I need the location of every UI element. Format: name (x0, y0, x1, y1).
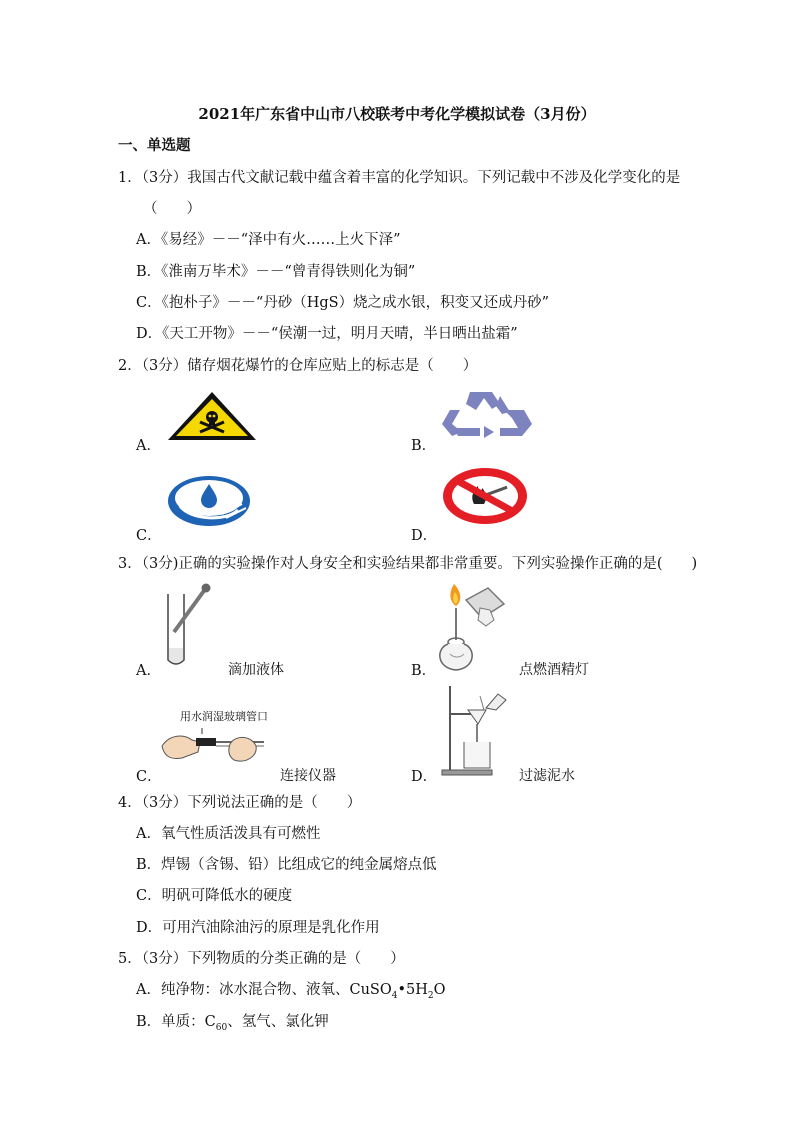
q5-option-b-text: B．单质：C (136, 1014, 216, 1030)
q5-option-a-suffix: O (433, 982, 446, 998)
water-saving-icon[interactable] (166, 474, 252, 528)
q5-option-a-sub2: 2 (427, 990, 434, 1001)
q5-option-a-mid: •5H (397, 982, 428, 998)
section-heading: 一、单选题 (118, 137, 191, 154)
q2-option-d-label[interactable]: D． (411, 528, 438, 544)
q3-caption-d: 过滤泥水 (519, 768, 575, 784)
q4-option-d[interactable]: D．可用汽油除油污的原理是乳化作用 (136, 920, 380, 936)
q1-option-a[interactable]: A．《易经》－－“泽中有火……上火下泽” (136, 232, 401, 248)
q4-option-a[interactable]: A．氧气性质活泼具有可燃性 (136, 826, 321, 842)
q1-option-d[interactable]: D．《天工开物》－－“侯潮一过，明月天晴，半日晒出盐霜” (136, 326, 518, 342)
q5-option-b-suffix: 、氢气、氯化钾 (227, 1014, 329, 1030)
q5-option-b-sub: 60 (215, 1022, 228, 1033)
toxic-warning-icon[interactable] (166, 390, 258, 442)
test-tube-dropper-icon[interactable] (162, 582, 212, 670)
q5-option-a-text: A．纯净物：冰水混合物、液氧、CuSO (136, 982, 392, 998)
q3-caption-a: 滴加液体 (228, 662, 284, 678)
q2-option-c-label[interactable]: C． (136, 528, 162, 544)
no-fire-icon[interactable] (440, 466, 530, 526)
alcohol-lamp-icon[interactable] (432, 580, 512, 674)
connect-apparatus-icon[interactable] (160, 724, 270, 780)
q4-option-b[interactable]: B．焊锡（含锡、铅）比组成它的纯金属熔点低 (136, 857, 437, 873)
q3-option-d-label[interactable]: D． (411, 769, 438, 785)
filtration-setup-icon[interactable] (440, 684, 510, 776)
q1-option-b[interactable]: B．《淮南万毕术》－－“曾青得铁则化为铜” (136, 264, 416, 280)
q2-option-a-label[interactable]: A． (136, 438, 161, 454)
q4-stem: 4．（3分）下列说法正确的是（ ） (118, 795, 362, 811)
q2-option-b-label[interactable]: B． (411, 438, 437, 454)
q3-stem: 3．（3分)正确的实验操作对人身安全和实验结果都非常重要。下列实验操作正确的是( ) (118, 556, 698, 572)
q5-option-a[interactable] (136, 978, 446, 1001)
q3-caption-b: 点燃酒精灯 (519, 662, 589, 678)
q4-option-c[interactable]: C．明矾可降低水的硬度 (136, 888, 293, 904)
page-title: 2021年广东省中山市八校联考中考化学模拟试卷（3月份） (198, 105, 596, 123)
q1-stem: 1．（3分）我国古代文献记载中蕴含着丰富的化学知识。下列记载中不涉及化学变化的是 (118, 170, 681, 186)
q3-c-image-text: 用水润湿玻璃管口 (180, 710, 268, 723)
q5-option-b[interactable] (136, 1010, 329, 1033)
q3-option-c-label[interactable]: C． (136, 769, 162, 785)
recycling-icon[interactable] (440, 388, 534, 440)
q1-option-c[interactable]: C．《抱朴子》－－“丹砂（HgS）烧之成水银，积变又还成丹砂” (136, 295, 550, 311)
q3-caption-c: 连接仪器 (280, 768, 336, 784)
q5-stem: 5．（3分）下列物质的分类正确的是（ ） (118, 951, 405, 967)
q5-option-a-sub1: 4 (391, 990, 398, 1001)
q3-option-a-label[interactable]: A． (136, 663, 161, 679)
q1-answer-blank: （ ） (143, 201, 201, 217)
q3-option-b-label[interactable]: B． (411, 663, 437, 679)
q2-stem: 2．（3分）储存烟花爆竹的仓库应贴上的标志是（ ） (118, 358, 478, 374)
